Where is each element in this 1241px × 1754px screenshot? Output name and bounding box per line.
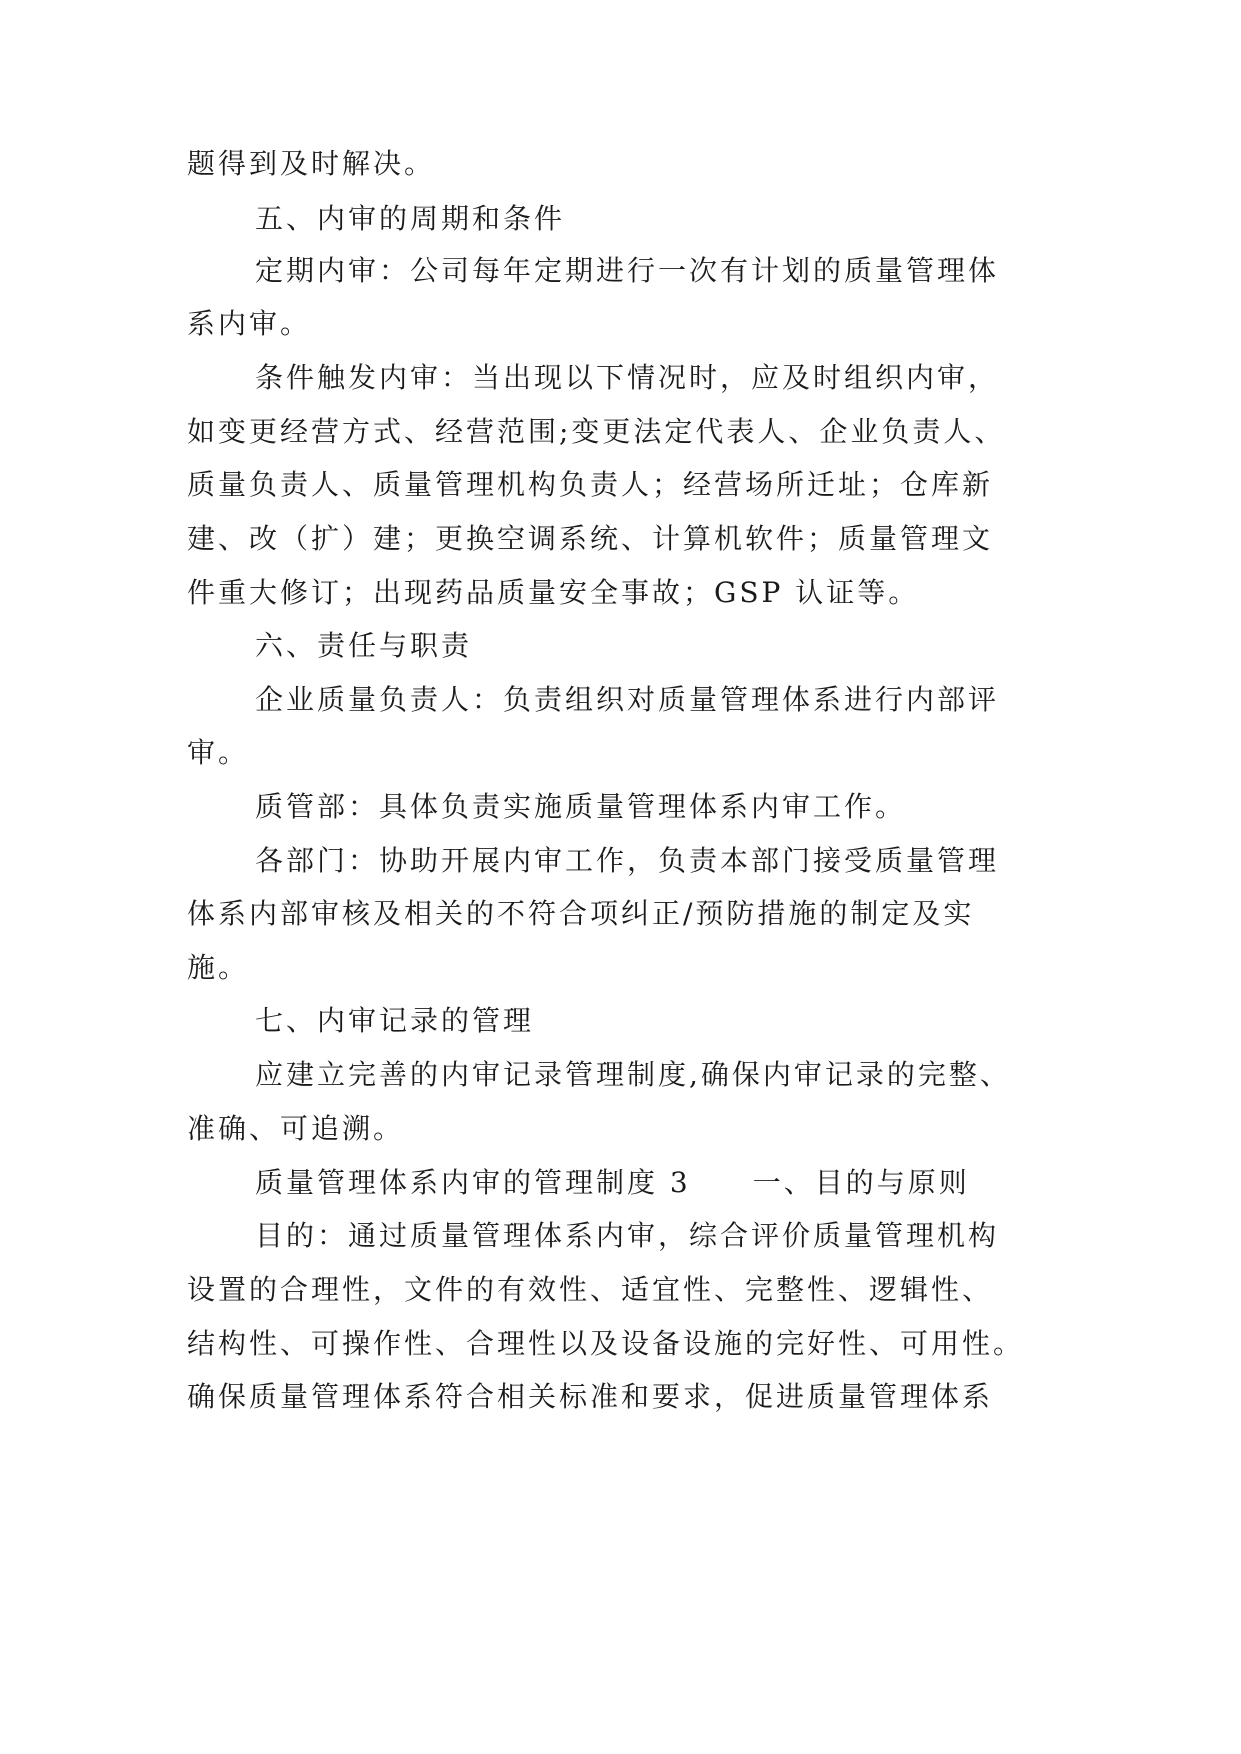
text-line: 如变更经营方式、经营范围;变更法定代表人、企业负责人、	[187, 415, 1006, 448]
text-line: 应建立完善的内审记录管理制度,确保内审记录的完整、	[255, 1058, 1011, 1091]
text-line: 件重大修订；出现药品质量安全事故；GSP 认证等。	[187, 576, 920, 609]
text-line: 系内审。	[187, 307, 312, 340]
text-line: 确保质量管理体系符合相关标准和要求，促进质量管理体系	[187, 1380, 994, 1413]
section-heading: 质量管理体系内审的管理制度 3 一、目的与原则	[255, 1166, 970, 1199]
text-line: 建、改（扩）建；更换空调系统、计算机软件；质量管理文	[187, 522, 994, 555]
text-line: 质管部：具体负责实施质量管理体系内审工作。	[255, 790, 907, 823]
text-line: 题得到及时解决。	[187, 147, 436, 180]
text-line: 各部门：协助开展内审工作，负责本部门接受质量管理	[255, 844, 1000, 877]
section-heading: 六、责任与职责	[255, 629, 473, 662]
text-line: 企业质量负责人：负责组织对质量管理体系进行内部评	[255, 683, 1000, 716]
section-heading: 七、内审记录的管理	[255, 1004, 535, 1037]
text-line: 准确、可追溯。	[187, 1112, 405, 1145]
text-line: 审。	[187, 736, 250, 769]
text-line: 质量负责人、质量管理机构负责人；经营场所迁址；仓库新	[187, 468, 994, 501]
text-line: 施。	[187, 951, 250, 984]
text-line: 条件触发内审：当出现以下情况时，应及时组织内审，	[255, 361, 1000, 394]
text-line: 设置的合理性，文件的有效性、适宜性、完整性、逻辑性、	[187, 1273, 994, 1306]
text-line: 目的：通过质量管理体系内审，综合评价质量管理机构	[255, 1219, 1000, 1252]
text-line: 体系内部审核及相关的不符合项纠正/预防措施的制定及实	[187, 897, 975, 930]
text-line: 定期内审：公司每年定期进行一次有计划的质量管理体	[255, 254, 1000, 287]
text-line: 结构性、可操作性、合理性以及设备设施的完好性、可用性。	[187, 1327, 1025, 1360]
section-heading: 五、内审的周期和条件	[255, 202, 566, 235]
